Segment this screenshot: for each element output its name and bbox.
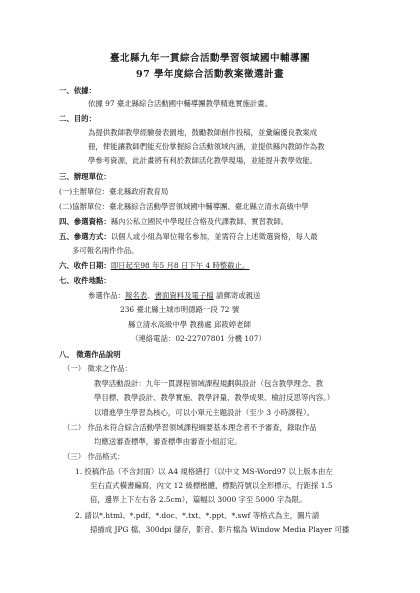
works-sub1: （一） 徵求之作品： (63, 364, 132, 373)
purpose-line: 學參考資源，此計畫將有利於教師活化教學現場，並能提升教學效能。 (88, 156, 318, 165)
purpose-line: 為提供教師教學經驗發表園地，鼓勵教師創作投稿，並彙編優良教案成 (88, 128, 318, 137)
works-sub3: （三） 作品格式： (63, 452, 125, 461)
method-line: 多可報名兩件作品。 (72, 246, 139, 255)
address-line4: （連絡電話：02-22707801 分機 107） (131, 334, 266, 343)
documents-text: 書面資料及電子檔 (154, 291, 214, 300)
units-cohost: (二)協辦單位：臺北縣綜合活動學習領域國中輔導團、臺北縣立清水高級中學 (59, 202, 309, 211)
format-item1-line: 至右直式橫書編寫，內文 12 級標楷體，標點符號以全形標示，行距採 1.5 (90, 481, 333, 490)
units-heading: 三、辦理單位： (59, 172, 111, 181)
format-item1-line: 倍，邊界上下左右各 2.5cm），篇幅以 3000 字至 5000 字為限。 (90, 495, 307, 504)
purpose-heading: 二、目的： (59, 114, 96, 123)
address-line3: 縣立清水高級中學 教務處 邱筱婷老師 (128, 320, 251, 329)
works-sub1-line: 教學活動設計：九年一貫課程領域課程規劃與設計（包含教學理念、教 (94, 379, 324, 388)
deadline-heading: 六、收件日期： (59, 261, 111, 270)
works-heading: 八、 徵選作品說明 (59, 350, 121, 359)
works-sub2-line: 均應送審查標準，審查標準由審查小組訂定。 (94, 437, 242, 446)
format-item1-line: 1. 投稿作品（不含封面）以 A4 規格繕打（以中文 MS-Word97 以上版本由左 (75, 467, 333, 476)
method-row (59, 232, 318, 242)
address-line1 (88, 291, 260, 301)
deadline-text: 即日起至98 年5 月8 日下午 4 時整截止。 (110, 261, 250, 270)
works-sub1-line: 學目標、教學設計、教學實施、教學評量、教學成果、檢討反思等內容。） (94, 393, 335, 402)
works-sub2-line: （二） 作品未符合綜合活動學習領域課程綱要基本理念者不予審查，錄取作品 (63, 423, 317, 432)
address-prefix: 參選作品： (88, 291, 125, 300)
participants-row (59, 217, 288, 227)
purpose-line: 冊，俾能讓教師們能充份掌握綜合活動領域內涵，並提供縣內教師作為教 (88, 142, 325, 151)
method-heading: 五、參選方式： (59, 232, 111, 241)
format-item2-line: 掃描成 JPG 檔、300dpi 儲存，影音、影片檔為 Window Media Player 可播 (90, 525, 350, 534)
deadline-row (59, 261, 249, 271)
participants-heading: 四、參選資格： (59, 217, 111, 226)
address-sep: 、 (147, 291, 155, 300)
method-line: 以個人或小組為單位報名參加，並需符合上述徵選資格，每人最 (110, 232, 318, 241)
doc-title-line1: 臺北縣九年一貫綜合活動學習領域國中輔導團 (109, 53, 310, 64)
registration-form-text: 報名表 (124, 291, 148, 300)
basis-heading: 一、依據： (59, 86, 96, 95)
units-host: (一)主辦單位：臺北縣政府教育局 (59, 187, 169, 196)
format-item2-line: 2. 請以*.html、*.pdf、*.doc、*.txt、*.ppt、*.swf 等格式為主，圖片請 (75, 511, 320, 520)
address-line2: 236 臺北縣土城市明德路一段 72 號 (120, 305, 240, 314)
participants-text: 縣內公私立國民中學現任合格及代課教師、實習教師。 (110, 217, 289, 226)
doc-title-line2: 97 學年度綜合活動教案徵選計畫 (135, 69, 285, 80)
address-suffix: 請郵寄或親送 (213, 291, 261, 300)
works-sub1-line: 以增進學生學習為核心，可以小單元主題設計（至少 3 小時課程）。 (94, 408, 315, 417)
basis-text: 依據 97 臺北縣綜合活動國中輔導團教學精進實施計畫。 (88, 99, 273, 108)
address-heading: 七、收件地點： (59, 276, 111, 285)
